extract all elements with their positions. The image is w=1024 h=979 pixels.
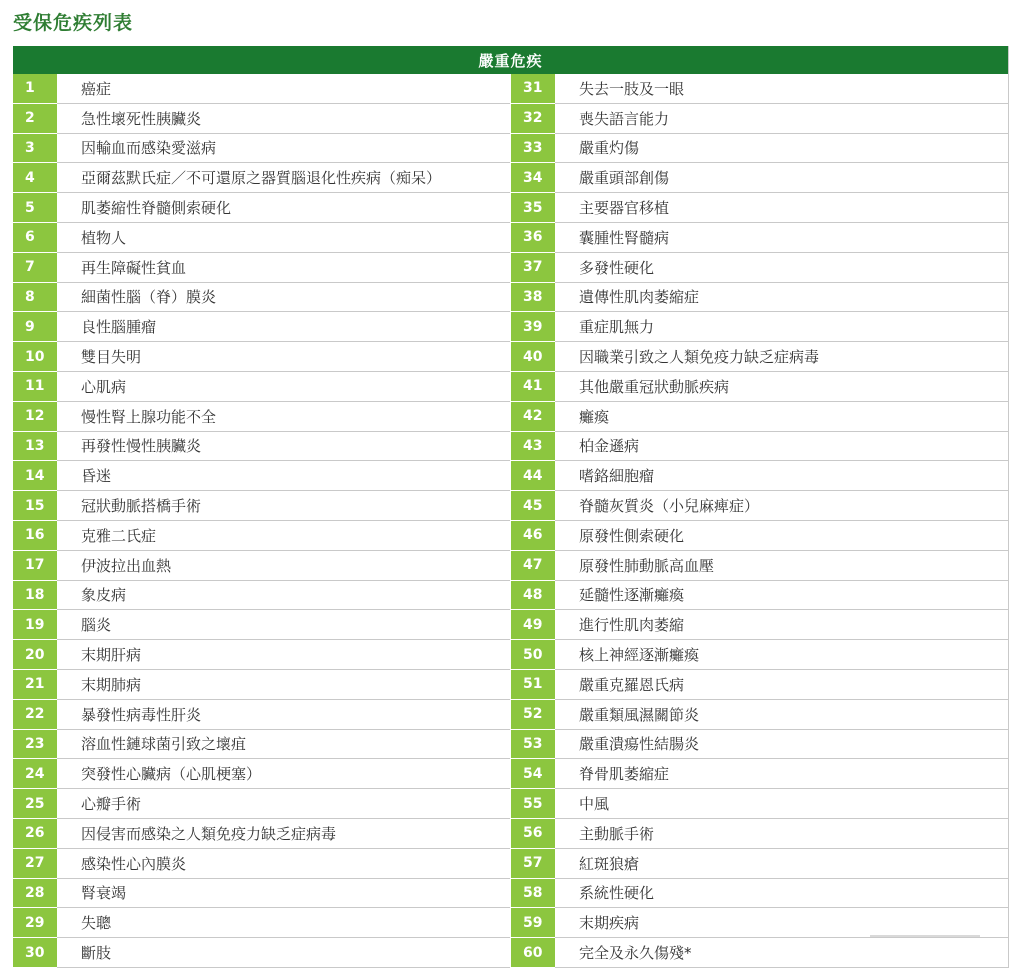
illness-name: 延髓性逐漸癱瘓 bbox=[555, 581, 1008, 610]
illness-name: 腎衰竭 bbox=[57, 879, 510, 908]
table-row bbox=[13, 134, 510, 164]
table-row bbox=[511, 104, 1008, 134]
row-number: 1 bbox=[13, 74, 57, 104]
illness-name: 主動脈手術 bbox=[555, 819, 1008, 848]
row-number: 38 bbox=[511, 283, 555, 313]
illness-name: 斷肢 bbox=[57, 938, 510, 967]
row-number: 53 bbox=[511, 730, 555, 760]
row-number: 58 bbox=[511, 879, 555, 909]
table-row bbox=[511, 432, 1008, 462]
row-number: 14 bbox=[13, 461, 57, 491]
row-number: 6 bbox=[13, 223, 57, 253]
illness-name: 再生障礙性貧血 bbox=[57, 253, 510, 282]
table-row bbox=[511, 730, 1008, 760]
table-row bbox=[511, 253, 1008, 283]
row-number: 41 bbox=[511, 372, 555, 402]
table-row bbox=[511, 521, 1008, 551]
table-row bbox=[511, 312, 1008, 342]
row-number: 39 bbox=[511, 312, 555, 342]
row-number: 45 bbox=[511, 491, 555, 521]
row-number: 9 bbox=[13, 312, 57, 342]
table-row bbox=[511, 879, 1008, 909]
illness-name: 昏迷 bbox=[57, 461, 510, 490]
illness-name: 脊髓灰質炎（小兒麻痺症） bbox=[555, 491, 1008, 520]
row-number: 26 bbox=[13, 819, 57, 849]
table-row bbox=[511, 759, 1008, 789]
illness-name: 腦炎 bbox=[57, 610, 510, 639]
illness-name: 癱瘓 bbox=[555, 402, 1008, 431]
row-number: 20 bbox=[13, 640, 57, 670]
table-row bbox=[511, 223, 1008, 253]
row-number: 25 bbox=[13, 789, 57, 819]
illness-name: 失聰 bbox=[57, 908, 510, 937]
illness-name: 其他嚴重冠狀動脈疾病 bbox=[555, 372, 1008, 401]
row-number: 49 bbox=[511, 610, 555, 640]
table-row bbox=[13, 74, 510, 104]
table-row bbox=[13, 163, 510, 193]
row-number: 37 bbox=[511, 253, 555, 283]
row-number: 57 bbox=[511, 849, 555, 879]
illness-name: 急性壞死性胰臟炎 bbox=[57, 104, 510, 133]
row-number: 10 bbox=[13, 342, 57, 372]
table-row bbox=[511, 283, 1008, 313]
table-row bbox=[13, 461, 510, 491]
table-row bbox=[511, 700, 1008, 730]
illness-name: 柏金遜病 bbox=[555, 432, 1008, 461]
illness-name: 重症肌無力 bbox=[555, 312, 1008, 341]
row-number: 3 bbox=[13, 134, 57, 164]
illness-name: 冠狀動脈搭橋手術 bbox=[57, 491, 510, 520]
illness-name: 紅斑狼瘡 bbox=[555, 849, 1008, 878]
illness-name: 末期肺病 bbox=[57, 670, 510, 699]
illness-name: 因輸血而感染愛滋病 bbox=[57, 134, 510, 163]
row-number: 34 bbox=[511, 163, 555, 193]
illness-name: 核上神經逐漸癱瘓 bbox=[555, 640, 1008, 669]
table-row bbox=[13, 193, 510, 223]
row-number: 8 bbox=[13, 283, 57, 313]
row-number: 51 bbox=[511, 670, 555, 700]
table-row bbox=[13, 581, 510, 611]
row-number: 55 bbox=[511, 789, 555, 819]
table-row bbox=[511, 640, 1008, 670]
table-row bbox=[13, 253, 510, 283]
illness-name: 嗜鉻細胞瘤 bbox=[555, 461, 1008, 490]
table-row bbox=[13, 432, 510, 462]
illness-name: 嚴重潰瘍性結腸炎 bbox=[555, 730, 1008, 759]
illness-name: 心瓣手術 bbox=[57, 789, 510, 818]
left-column bbox=[13, 74, 510, 968]
row-number: 42 bbox=[511, 402, 555, 432]
table-row bbox=[13, 819, 510, 849]
row-number: 60 bbox=[511, 938, 555, 968]
illness-name: 心肌病 bbox=[57, 372, 510, 401]
table-row bbox=[13, 372, 510, 402]
critical-illness-table bbox=[13, 46, 1009, 968]
row-number: 56 bbox=[511, 819, 555, 849]
table-row bbox=[13, 104, 510, 134]
row-number: 40 bbox=[511, 342, 555, 372]
row-number: 35 bbox=[511, 193, 555, 223]
row-number: 4 bbox=[13, 163, 57, 193]
table-row bbox=[511, 789, 1008, 819]
row-number: 18 bbox=[13, 581, 57, 611]
illness-name: 囊腫性腎髓病 bbox=[555, 223, 1008, 252]
illness-name: 雙目失明 bbox=[57, 342, 510, 371]
row-number: 47 bbox=[511, 551, 555, 581]
row-number: 52 bbox=[511, 700, 555, 730]
illness-name: 喪失語言能力 bbox=[555, 104, 1008, 133]
illness-name: 嚴重頭部創傷 bbox=[555, 163, 1008, 192]
row-number: 23 bbox=[13, 730, 57, 760]
illness-name: 嚴重灼傷 bbox=[555, 134, 1008, 163]
row-number: 30 bbox=[13, 938, 57, 968]
table-row bbox=[13, 342, 510, 372]
table-row bbox=[511, 819, 1008, 849]
table-row bbox=[511, 461, 1008, 491]
table-row bbox=[13, 670, 510, 700]
row-number: 32 bbox=[511, 104, 555, 134]
illness-name: 原發性肺動脈高血壓 bbox=[555, 551, 1008, 580]
illness-name: 主要器官移植 bbox=[555, 193, 1008, 222]
illness-name: 遺傳性肌肉萎縮症 bbox=[555, 283, 1008, 312]
table-row bbox=[13, 700, 510, 730]
row-number: 24 bbox=[13, 759, 57, 789]
row-number: 46 bbox=[511, 521, 555, 551]
row-number: 5 bbox=[13, 193, 57, 223]
row-number: 43 bbox=[511, 432, 555, 462]
table-header: 嚴重危疾 bbox=[13, 46, 1008, 74]
row-number: 33 bbox=[511, 134, 555, 164]
illness-name: 末期疾病 bbox=[555, 908, 1008, 937]
row-number: 44 bbox=[511, 461, 555, 491]
table-row bbox=[511, 551, 1008, 581]
table-row bbox=[13, 789, 510, 819]
table-row bbox=[13, 849, 510, 879]
row-number: 21 bbox=[13, 670, 57, 700]
row-number: 16 bbox=[13, 521, 57, 551]
table-row bbox=[511, 163, 1008, 193]
illness-name: 細菌性腦（脊）膜炎 bbox=[57, 283, 510, 312]
row-number: 29 bbox=[13, 908, 57, 938]
row-number: 54 bbox=[511, 759, 555, 789]
table-row bbox=[511, 491, 1008, 521]
illness-name: 末期肝病 bbox=[57, 640, 510, 669]
illness-name: 慢性腎上腺功能不全 bbox=[57, 402, 510, 431]
illness-name: 癌症 bbox=[57, 74, 510, 103]
illness-name: 中風 bbox=[555, 789, 1008, 818]
table-row bbox=[511, 342, 1008, 372]
row-number: 31 bbox=[511, 74, 555, 104]
table-row bbox=[511, 581, 1008, 611]
illness-name: 伊波拉出血熱 bbox=[57, 551, 510, 580]
table-row bbox=[511, 372, 1008, 402]
row-number: 36 bbox=[511, 223, 555, 253]
table-row bbox=[13, 938, 510, 968]
illness-name: 完全及永久傷殘* bbox=[555, 938, 1008, 967]
page-title: 受保危疾列表 bbox=[13, 12, 134, 34]
illness-name: 感染性心內膜炎 bbox=[57, 849, 510, 878]
table-row bbox=[13, 491, 510, 521]
illness-name: 原發性側索硬化 bbox=[555, 521, 1008, 550]
illness-name: 植物人 bbox=[57, 223, 510, 252]
row-number: 28 bbox=[13, 879, 57, 909]
table-row bbox=[13, 312, 510, 342]
illness-name: 嚴重克羅恩氏病 bbox=[555, 670, 1008, 699]
row-number: 13 bbox=[13, 432, 57, 462]
row-number: 27 bbox=[13, 849, 57, 879]
table-row bbox=[511, 74, 1008, 104]
table-row bbox=[511, 670, 1008, 700]
illness-name: 嚴重類風濕關節炎 bbox=[555, 700, 1008, 729]
table-row bbox=[511, 908, 1008, 938]
watermark-line bbox=[870, 935, 980, 937]
illness-name: 進行性肌肉萎縮 bbox=[555, 610, 1008, 639]
row-number: 11 bbox=[13, 372, 57, 402]
table-row bbox=[13, 610, 510, 640]
table-row bbox=[511, 402, 1008, 432]
table-row bbox=[13, 640, 510, 670]
table-row bbox=[13, 551, 510, 581]
illness-name: 溶血性鏈球菌引致之壞疽 bbox=[57, 730, 510, 759]
row-number: 12 bbox=[13, 402, 57, 432]
table-body bbox=[13, 74, 1008, 968]
table-row bbox=[511, 134, 1008, 164]
table-row bbox=[13, 730, 510, 760]
row-number: 7 bbox=[13, 253, 57, 283]
illness-name: 失去一肢及一眼 bbox=[555, 74, 1008, 103]
table-row bbox=[511, 193, 1008, 223]
row-number: 15 bbox=[13, 491, 57, 521]
illness-name: 象皮病 bbox=[57, 581, 510, 610]
row-number: 22 bbox=[13, 700, 57, 730]
illness-name: 因侵害而感染之人類免疫力缺乏症病毒 bbox=[57, 819, 510, 848]
table-row bbox=[511, 849, 1008, 879]
table-row bbox=[13, 521, 510, 551]
table-row bbox=[13, 402, 510, 432]
table-row bbox=[13, 759, 510, 789]
illness-name: 因職業引致之人類免疫力缺乏症病毒 bbox=[555, 342, 1008, 371]
table-row bbox=[511, 610, 1008, 640]
table-row bbox=[511, 938, 1008, 968]
table-row bbox=[13, 908, 510, 938]
illness-name: 再發性慢性胰臟炎 bbox=[57, 432, 510, 461]
row-number: 19 bbox=[13, 610, 57, 640]
row-number: 59 bbox=[511, 908, 555, 938]
row-number: 17 bbox=[13, 551, 57, 581]
table-row bbox=[13, 283, 510, 313]
illness-name: 亞爾茲默氏症／不可還原之器質腦退化性疾病（痴呆） bbox=[57, 163, 510, 192]
row-number: 48 bbox=[511, 581, 555, 611]
right-column bbox=[511, 74, 1008, 968]
illness-name: 脊骨肌萎縮症 bbox=[555, 759, 1008, 788]
row-number: 2 bbox=[13, 104, 57, 134]
illness-name: 肌萎縮性脊髓側索硬化 bbox=[57, 193, 510, 222]
illness-name: 良性腦腫瘤 bbox=[57, 312, 510, 341]
illness-name: 暴發性病毒性肝炎 bbox=[57, 700, 510, 729]
row-number: 50 bbox=[511, 640, 555, 670]
illness-name: 克雅二氏症 bbox=[57, 521, 510, 550]
illness-name: 系統性硬化 bbox=[555, 879, 1008, 908]
illness-name: 突發性心臟病（心肌梗塞） bbox=[57, 759, 510, 788]
table-row bbox=[13, 879, 510, 909]
illness-name: 多發性硬化 bbox=[555, 253, 1008, 282]
table-row bbox=[13, 223, 510, 253]
